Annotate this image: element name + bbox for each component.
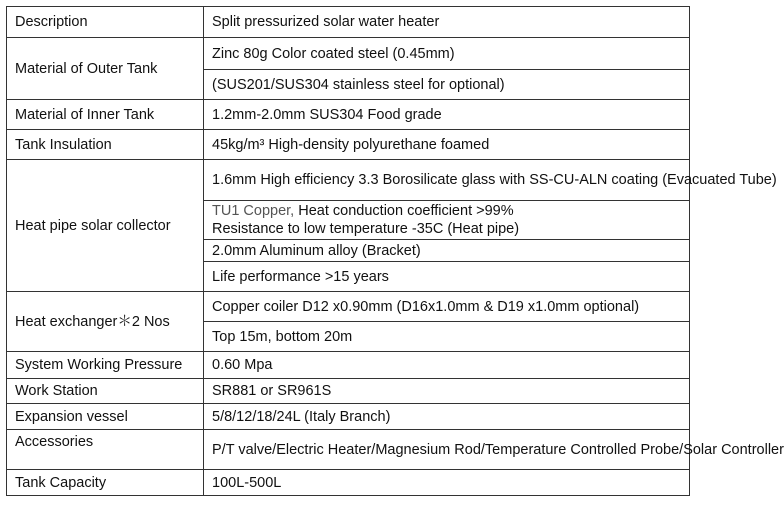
row-value: Life performance >15 years xyxy=(204,262,690,292)
table-row xyxy=(7,130,690,160)
heat-conduction: Heat conduction coefficient >99% xyxy=(298,203,514,219)
table-row xyxy=(7,352,690,379)
table-row xyxy=(7,292,690,322)
row-value: 0.60 Mpa xyxy=(204,352,690,379)
row-value: Top 15m, bottom 20m xyxy=(204,322,690,352)
row-label: Tank Capacity xyxy=(7,470,204,496)
copper-grade: TU1 Copper, xyxy=(212,203,295,219)
row-label: System Working Pressure xyxy=(7,352,204,379)
table-row xyxy=(7,38,690,70)
table-row xyxy=(7,100,690,130)
row-value: Copper coiler D12 x0.90mm (D16x1.0mm & D19 x1.0mm optional) xyxy=(204,292,690,322)
row-label: Heat pipe solar collector xyxy=(7,160,204,292)
table-row xyxy=(7,379,690,404)
row-value: 1.6mm High efficiency 3.3 Borosilicate glass with SS-CU-ALN coating (Evacuated Tube) xyxy=(204,160,690,201)
row-value xyxy=(204,201,690,240)
row-value: Split pressurized solar water heater xyxy=(204,7,690,38)
row-label: Description xyxy=(7,7,204,38)
row-label: Material of Outer Tank xyxy=(7,38,204,100)
row-label: Work Station xyxy=(7,379,204,404)
row-value: Zinc 80g Color coated steel (0.45mm) xyxy=(204,38,690,70)
row-value: 100L-500L xyxy=(204,470,690,496)
row-label: Heat exchanger＊2 Nos xyxy=(7,292,204,352)
table-row xyxy=(7,430,690,470)
row-label: Tank Insulation xyxy=(7,130,204,160)
row-value: 45kg/m³ High-density polyurethane foamed xyxy=(204,130,690,160)
table-row xyxy=(7,7,690,38)
spec-table-container xyxy=(6,6,784,496)
table-row xyxy=(7,160,690,201)
row-value: (SUS201/SUS304 stainless steel for optional) xyxy=(204,70,690,100)
row-value: P/T valve/Electric Heater/Magnesium Rod/Temperature Controlled Probe/Solar Controller xyxy=(204,430,690,470)
spec-table xyxy=(6,6,784,496)
row-value: SR881 or SR961S xyxy=(204,379,690,404)
row-label: Material of Inner Tank xyxy=(7,100,204,130)
table-row xyxy=(7,404,690,430)
row-label: Accessories xyxy=(7,430,204,470)
row-value: 5/8/12/18/24L (Italy Branch) xyxy=(204,404,690,430)
row-value: 1.2mm-2.0mm SUS304 Food grade xyxy=(204,100,690,130)
table-row xyxy=(7,470,690,496)
low-temp-resistance: Resistance to low temperature -35C (Heat pipe) xyxy=(212,221,520,237)
row-label: Expansion vessel xyxy=(7,404,204,430)
row-value: 2.0mm Aluminum alloy (Bracket) xyxy=(204,240,690,262)
